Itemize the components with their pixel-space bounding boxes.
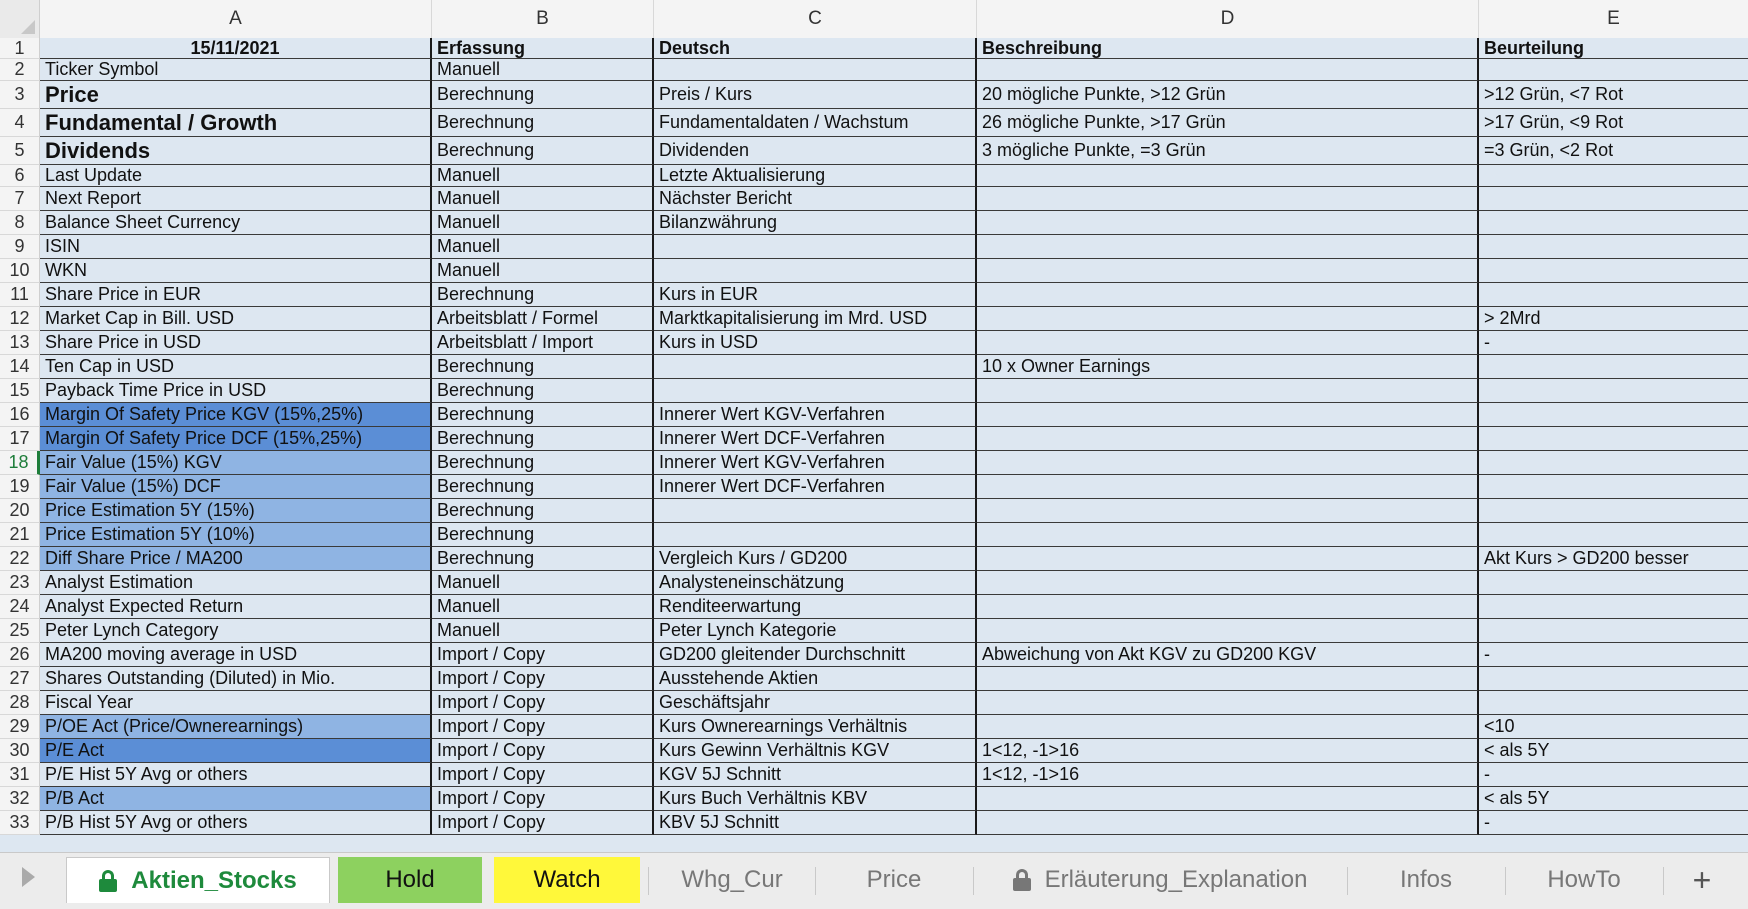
cell-d[interactable] <box>977 667 1479 691</box>
cell-c[interactable]: Peter Lynch Kategorie <box>654 619 977 643</box>
table-row <box>0 475 1748 499</box>
cell-a[interactable]: P/E Act <box>40 739 432 763</box>
row-number[interactable]: 14 <box>0 355 40 379</box>
cell-a[interactable]: Market Cap in Bill. USD <box>40 307 432 331</box>
tab-watch[interactable] <box>494 857 640 903</box>
table-row <box>0 403 1748 427</box>
cell-e[interactable]: Akt Kurs > GD200 besser <box>1479 547 1748 571</box>
tab-separator <box>648 867 649 895</box>
cell-e[interactable] <box>1479 355 1748 379</box>
table-row <box>0 379 1748 403</box>
cell-e[interactable] <box>1479 283 1748 307</box>
tab-aktien-stocks[interactable] <box>66 857 330 903</box>
cell-d[interactable] <box>977 235 1479 259</box>
cell-e[interactable] <box>1479 187 1748 211</box>
table-row <box>0 619 1748 643</box>
row-number[interactable]: 3 <box>0 81 40 109</box>
cell-a[interactable]: ISIN <box>40 235 432 259</box>
cell-c[interactable]: Letzte Aktualisierung <box>654 165 977 187</box>
cell-a[interactable]: Ten Cap in USD <box>40 355 432 379</box>
cell-c[interactable]: GD200 gleitender Durchschnitt <box>654 643 977 667</box>
cell-e[interactable] <box>1479 595 1748 619</box>
cell-d[interactable] <box>977 787 1479 811</box>
cell-e[interactable]: - <box>1479 331 1748 355</box>
cell-a[interactable]: Analyst Estimation <box>40 571 432 595</box>
cell-d[interactable]: 1<12, -1>16 <box>977 763 1479 787</box>
select-all-corner[interactable] <box>0 0 40 38</box>
cell-e[interactable] <box>1479 165 1748 187</box>
cell-b[interactable]: Import / Copy <box>432 763 654 787</box>
tab-label: HowTo <box>1547 866 1621 893</box>
cell-a[interactable]: P/E Hist 5Y Avg or others <box>40 763 432 787</box>
row-number[interactable]: 12 <box>0 307 40 331</box>
cell-e[interactable]: - <box>1479 811 1748 835</box>
cell-e[interactable] <box>1479 235 1748 259</box>
cell-a[interactable]: P/OE Act (Price/Ownerearnings) <box>40 715 432 739</box>
cell-a[interactable]: Shares Outstanding (Diluted) in Mio. <box>40 667 432 691</box>
table-row <box>0 137 1748 165</box>
cell-c[interactable]: Dividenden <box>654 137 977 165</box>
cell-c[interactable]: Kurs Gewinn Verhältnis KGV <box>654 739 977 763</box>
cell-a[interactable]: Fiscal Year <box>40 691 432 715</box>
cell-d[interactable] <box>977 619 1479 643</box>
table-row <box>0 211 1748 235</box>
row-number[interactable]: 29 <box>0 715 40 739</box>
tab-label: Infos <box>1399 866 1453 893</box>
cell-d[interactable] <box>977 379 1479 403</box>
cell-e[interactable]: <10 <box>1479 715 1748 739</box>
cell-a[interactable]: Payback Time Price in USD <box>40 379 432 403</box>
row-number[interactable]: 21 <box>0 523 40 547</box>
cell-b[interactable]: Berechnung <box>432 379 654 403</box>
row-number[interactable]: 27 <box>0 667 40 691</box>
cell-a[interactable]: Next Report <box>40 187 432 211</box>
cell-e[interactable] <box>1479 259 1748 283</box>
cell-a[interactable]: 15/11/2021 <box>40 38 432 59</box>
tab-label: Erläuterung_Explanation <box>1044 866 1308 893</box>
cell-c[interactable]: Fundamentaldaten / Wachstum <box>654 109 977 137</box>
tab-infos[interactable] <box>1348 857 1504 903</box>
cell-b[interactable]: Berechnung <box>432 137 654 165</box>
cell-d[interactable] <box>977 475 1479 499</box>
cell-a[interactable]: Analyst Expected Return <box>40 595 432 619</box>
table-row <box>0 595 1748 619</box>
table-row <box>0 165 1748 187</box>
cell-d[interactable]: 26 mögliche Punkte, >17 Grün <box>977 109 1479 137</box>
cell-e[interactable] <box>1479 403 1748 427</box>
row-number[interactable]: 9 <box>0 235 40 259</box>
row-number[interactable]: 30 <box>0 739 40 763</box>
cell-d[interactable] <box>977 427 1479 451</box>
lock-icon <box>1013 869 1031 891</box>
cell-b[interactable]: Erfassung <box>432 38 654 59</box>
cell-b[interactable]: Import / Copy <box>432 667 654 691</box>
table-row <box>0 715 1748 739</box>
cell-a[interactable]: Ticker Symbol <box>40 59 432 81</box>
tab-erlaeuterung-explanation[interactable] <box>974 857 1346 903</box>
cell-e[interactable] <box>1479 211 1748 235</box>
cell-d[interactable]: 10 x Owner Earnings <box>977 355 1479 379</box>
tab-label: Watch <box>533 866 601 893</box>
cell-b[interactable]: Berechnung <box>432 81 654 109</box>
cell-e[interactable] <box>1479 451 1748 475</box>
row-number[interactable]: 2 <box>0 59 40 81</box>
cell-b[interactable]: Manuell <box>432 235 654 259</box>
row-number[interactable]: 16 <box>0 403 40 427</box>
table-row <box>0 667 1748 691</box>
cell-e[interactable] <box>1479 59 1748 81</box>
tab-label: Whg_Cur <box>681 866 783 893</box>
table-row <box>0 763 1748 787</box>
cell-b[interactable]: Berechnung <box>432 451 654 475</box>
cell-e[interactable] <box>1479 499 1748 523</box>
table-row <box>0 109 1748 137</box>
table-row <box>0 283 1748 307</box>
cell-d[interactable] <box>977 165 1479 187</box>
cell-e[interactable] <box>1479 475 1748 499</box>
cell-c[interactable]: Kurs Buch Verhältnis KBV <box>654 787 977 811</box>
cell-e[interactable]: - <box>1479 643 1748 667</box>
cell-a[interactable]: Fair Value (15%) DCF <box>40 475 432 499</box>
cell-c[interactable]: Kurs Ownerearnings Verhältnis <box>654 715 977 739</box>
cell-c[interactable]: Innerer Wert KGV-Verfahren <box>654 451 977 475</box>
cell-d[interactable] <box>977 571 1479 595</box>
cell-b[interactable]: Import / Copy <box>432 643 654 667</box>
cell-b[interactable]: Manuell <box>432 165 654 187</box>
cell-b[interactable]: Import / Copy <box>432 739 654 763</box>
row-number[interactable]: 19 <box>0 475 40 499</box>
cell-d[interactable] <box>977 715 1479 739</box>
table-row <box>0 547 1748 571</box>
cell-a[interactable]: Price Estimation 5Y (15%) <box>40 499 432 523</box>
cell-e[interactable]: < als 5Y <box>1479 739 1748 763</box>
cell-b[interactable]: Manuell <box>432 211 654 235</box>
cell-c[interactable] <box>654 355 977 379</box>
tab-hold[interactable] <box>338 857 482 903</box>
row-number[interactable]: 17 <box>0 427 40 451</box>
cell-c[interactable]: Deutsch <box>654 38 977 59</box>
cell-c[interactable] <box>654 499 977 523</box>
cell-c[interactable] <box>654 259 977 283</box>
row-number[interactable]: 1 <box>0 38 40 59</box>
cell-d[interactable] <box>977 499 1479 523</box>
tab-label: Price <box>866 866 922 893</box>
table-row <box>0 355 1748 379</box>
row-number[interactable]: 8 <box>0 211 40 235</box>
cell-b[interactable]: Manuell <box>432 619 654 643</box>
table-row <box>0 235 1748 259</box>
row-number[interactable]: 33 <box>0 811 40 835</box>
cell-b[interactable]: Berechnung <box>432 403 654 427</box>
cell-c[interactable]: Ausstehende Aktien <box>654 667 977 691</box>
row-number[interactable]: 15 <box>0 379 40 403</box>
cell-c[interactable]: Geschäftsjahr <box>654 691 977 715</box>
cell-c[interactable]: KBV 5J Schnitt <box>654 811 977 835</box>
add-sheet-button[interactable]: + <box>1692 861 1712 898</box>
cell-b[interactable]: Berechnung <box>432 499 654 523</box>
cell-d[interactable] <box>977 547 1479 571</box>
cell-c[interactable] <box>654 235 977 259</box>
table-row <box>0 811 1748 835</box>
cell-b[interactable]: Berechnung <box>432 523 654 547</box>
cell-c[interactable]: Renditeerwartung <box>654 595 977 619</box>
cell-d[interactable]: Beschreibung <box>977 38 1479 59</box>
cell-a[interactable]: Diff Share Price / MA200 <box>40 547 432 571</box>
row-number[interactable]: 6 <box>0 165 40 187</box>
table-row <box>0 259 1748 283</box>
table-row <box>0 38 1748 59</box>
cell-e[interactable] <box>1479 619 1748 643</box>
cell-d[interactable] <box>977 451 1479 475</box>
row-number[interactable]: 24 <box>0 595 40 619</box>
cell-a[interactable]: MA200 moving average in USD <box>40 643 432 667</box>
table-row <box>0 427 1748 451</box>
table-row <box>0 451 1748 475</box>
cell-c[interactable]: Analysteneinschätzung <box>654 571 977 595</box>
cell-c[interactable]: Innerer Wert KGV-Verfahren <box>654 403 977 427</box>
table-row <box>0 307 1748 331</box>
row-number[interactable]: 23 <box>0 571 40 595</box>
cell-b[interactable]: Arbeitsblatt / Formel <box>432 307 654 331</box>
row-number[interactable]: 26 <box>0 643 40 667</box>
tab-label: Hold <box>385 866 435 893</box>
cell-a[interactable]: Fundamental / Growth <box>40 109 432 137</box>
cell-e[interactable] <box>1479 523 1748 547</box>
cell-e[interactable]: >17 Grün, <9 Rot <box>1479 109 1748 137</box>
cell-e[interactable]: < als 5Y <box>1479 787 1748 811</box>
cell-d[interactable] <box>977 259 1479 283</box>
cell-d[interactable] <box>977 331 1479 355</box>
table-row <box>0 81 1748 109</box>
row-number[interactable]: 18 <box>0 451 40 475</box>
cell-e[interactable] <box>1479 571 1748 595</box>
cell-b[interactable]: Manuell <box>432 59 654 81</box>
tab-scroll-icon[interactable] <box>22 867 35 887</box>
cell-b[interactable]: Import / Copy <box>432 811 654 835</box>
cell-d[interactable] <box>977 307 1479 331</box>
cell-b[interactable]: Arbeitsblatt / Import <box>432 331 654 355</box>
row-number[interactable]: 4 <box>0 109 40 137</box>
cell-a[interactable]: Margin Of Safety Price KGV (15%,25%) <box>40 403 432 427</box>
cell-b[interactable]: Berechnung <box>432 475 654 499</box>
cell-c[interactable] <box>654 523 977 547</box>
cell-a[interactable]: Peter Lynch Category <box>40 619 432 643</box>
table-row <box>0 331 1748 355</box>
cell-d[interactable]: Abweichung von Akt KGV zu GD200 KGV <box>977 643 1479 667</box>
cell-b[interactable]: Import / Copy <box>432 715 654 739</box>
cell-c[interactable]: Innerer Wert DCF-Verfahren <box>654 475 977 499</box>
cell-c[interactable]: KGV 5J Schnitt <box>654 763 977 787</box>
sheet-tab-bar <box>0 852 1748 909</box>
cell-e[interactable]: =3 Grün, <2 Rot <box>1479 137 1748 165</box>
tab-howto[interactable] <box>1506 857 1662 903</box>
lock-icon <box>99 870 117 892</box>
row-number[interactable]: 7 <box>0 187 40 211</box>
column-header-b[interactable]: B <box>432 0 654 38</box>
cell-b[interactable]: Berechnung <box>432 109 654 137</box>
cell-e[interactable] <box>1479 427 1748 451</box>
table-row <box>0 739 1748 763</box>
cell-e[interactable] <box>1479 691 1748 715</box>
cell-e[interactable] <box>1479 667 1748 691</box>
row-number[interactable]: 20 <box>0 499 40 523</box>
cell-a[interactable]: Dividends <box>40 137 432 165</box>
row-number[interactable]: 28 <box>0 691 40 715</box>
table-row <box>0 523 1748 547</box>
cell-c[interactable]: Vergleich Kurs / GD200 <box>654 547 977 571</box>
cell-d[interactable] <box>977 187 1479 211</box>
cell-a[interactable]: P/B Act <box>40 787 432 811</box>
cell-b[interactable]: Manuell <box>432 259 654 283</box>
cell-c[interactable]: Nächster Bericht <box>654 187 977 211</box>
tab-whg-cur[interactable] <box>650 857 814 903</box>
cell-a[interactable]: Price <box>40 81 432 109</box>
cell-a[interactable]: Margin Of Safety Price DCF (15%,25%) <box>40 427 432 451</box>
cell-e[interactable]: >12 Grün, <7 Rot <box>1479 81 1748 109</box>
cell-d[interactable] <box>977 811 1479 835</box>
row-number[interactable]: 22 <box>0 547 40 571</box>
cell-c[interactable]: Kurs in EUR <box>654 283 977 307</box>
cell-c[interactable] <box>654 59 977 81</box>
cell-c[interactable]: Marktkapitalisierung im Mrd. USD <box>654 307 977 331</box>
cell-a[interactable]: Price Estimation 5Y (10%) <box>40 523 432 547</box>
cell-b[interactable]: Manuell <box>432 595 654 619</box>
cell-a[interactable]: WKN <box>40 259 432 283</box>
table-row <box>0 691 1748 715</box>
column-header-a[interactable]: A <box>40 0 432 38</box>
table-row <box>0 187 1748 211</box>
column-header-bar <box>0 0 1748 39</box>
cell-b[interactable]: Berechnung <box>432 427 654 451</box>
cell-b[interactable]: Import / Copy <box>432 691 654 715</box>
cell-d[interactable] <box>977 595 1479 619</box>
cell-e[interactable]: - <box>1479 763 1748 787</box>
row-number[interactable]: 5 <box>0 137 40 165</box>
cell-c[interactable] <box>654 379 977 403</box>
cell-a[interactable]: Share Price in EUR <box>40 283 432 307</box>
cell-c[interactable]: Kurs in USD <box>654 331 977 355</box>
cell-d[interactable]: 3 mögliche Punkte, =3 Grün <box>977 137 1479 165</box>
row-number[interactable]: 31 <box>0 763 40 787</box>
table-row <box>0 499 1748 523</box>
row-number[interactable]: 25 <box>0 619 40 643</box>
cell-b[interactable]: Manuell <box>432 187 654 211</box>
cell-a[interactable]: Share Price in USD <box>40 331 432 355</box>
cell-e[interactable] <box>1479 379 1748 403</box>
table-row <box>0 571 1748 595</box>
cell-a[interactable]: Last Update <box>40 165 432 187</box>
cell-a[interactable]: Balance Sheet Currency <box>40 211 432 235</box>
table-row <box>0 787 1748 811</box>
cell-e[interactable]: Beurteilung <box>1479 38 1748 59</box>
cell-d[interactable] <box>977 59 1479 81</box>
column-header-d[interactable]: D <box>977 0 1479 38</box>
table-row <box>0 59 1748 81</box>
cell-b[interactable]: Import / Copy <box>432 787 654 811</box>
cell-e[interactable]: > 2Mrd <box>1479 307 1748 331</box>
cell-d[interactable] <box>977 283 1479 307</box>
table-row <box>0 643 1748 667</box>
cell-a[interactable]: P/B Hist 5Y Avg or others <box>40 811 432 835</box>
cell-c[interactable]: Innerer Wert DCF-Verfahren <box>654 427 977 451</box>
cell-c[interactable]: Preis / Kurs <box>654 81 977 109</box>
cell-b[interactable]: Berechnung <box>432 283 654 307</box>
column-header-c[interactable]: C <box>654 0 977 38</box>
cell-d[interactable]: 20 mögliche Punkte, >12 Grün <box>977 81 1479 109</box>
cell-b[interactable]: Berechnung <box>432 547 654 571</box>
cell-b[interactable]: Manuell <box>432 571 654 595</box>
row-number[interactable]: 11 <box>0 283 40 307</box>
cell-d[interactable] <box>977 691 1479 715</box>
cell-c[interactable]: Bilanzwährung <box>654 211 977 235</box>
row-number[interactable]: 32 <box>0 787 40 811</box>
column-header-e[interactable]: E <box>1607 8 1620 29</box>
row-number[interactable]: 13 <box>0 331 40 355</box>
cell-a[interactable]: Fair Value (15%) KGV <box>40 451 432 475</box>
tab-price[interactable] <box>816 857 972 903</box>
cell-d[interactable]: 1<12, -1>16 <box>977 739 1479 763</box>
cell-d[interactable] <box>977 403 1479 427</box>
tab-label: Aktien_Stocks <box>131 866 297 894</box>
row-number[interactable]: 10 <box>0 259 40 283</box>
cell-d[interactable] <box>977 523 1479 547</box>
cell-d[interactable] <box>977 211 1479 235</box>
cell-b[interactable]: Berechnung <box>432 355 654 379</box>
